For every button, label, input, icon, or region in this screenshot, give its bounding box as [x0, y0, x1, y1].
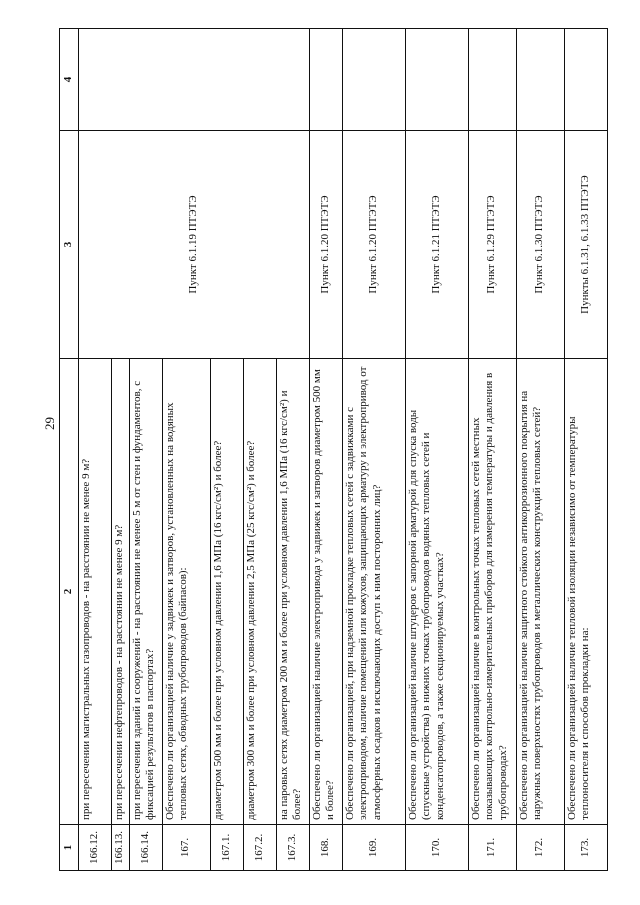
column-header: 4 [60, 29, 79, 131]
column-header: 2 [60, 359, 79, 825]
row-notes [564, 29, 607, 131]
checklist-table [59, 28, 608, 871]
row-notes [516, 29, 564, 131]
row-reference: Пункты 6.1.31, 6.1.33 ПТЭТЭ [564, 131, 607, 359]
row-question: Обеспечено ли организацией наличие штуцеров с запорной арматурой для спуска воды (спускные устройства) в нижних точках трубопроводов водяных тепловых сетей и конденсатопроводов, а также секционируемых участках? [405, 359, 468, 825]
row-number: 166.14. [129, 825, 162, 871]
row-number: 170. [405, 825, 468, 871]
row-question: при пересечении нефтепроводов - на расстоянии не менее 9 м? [111, 359, 129, 825]
row-reference: Пункт 6.1.30 ПТЭТЭ [516, 131, 564, 359]
row-question: диаметром 500 мм и более при условном давлении 1,6 МПа (16 кгс/см²) и более? [210, 359, 243, 825]
row-question: при пересечении зданий и сооружений - на расстоянии не менее 5 м от стен и фундаментов, с фиксацией результатов в паспортах? [129, 359, 162, 825]
table-row [78, 29, 111, 871]
table-row [516, 29, 564, 871]
row-number: 166.13. [111, 825, 129, 871]
row-number: 169. [342, 825, 405, 871]
row-question: при пересечении магистральных газопроводов - на расстоянии не менее 9 м? [78, 359, 111, 825]
row-question: Обеспечено ли организацией наличие в контрольных точках тепловых сетей местных показывающих контрольно-измерительных приборов для измерения температуры и давления в трубопроводах? [468, 359, 516, 825]
column-header: 1 [60, 825, 79, 871]
row-number: 173. [564, 825, 607, 871]
row-notes [405, 29, 468, 131]
row-notes [468, 29, 516, 131]
row-reference: Пункт 6.1.29 ПТЭТЭ [468, 131, 516, 359]
table-row [468, 29, 516, 871]
table-row [342, 29, 405, 871]
row-reference: Пункт 6.1.21 ПТЭТЭ [405, 131, 468, 359]
row-notes [309, 29, 342, 131]
row-notes [78, 29, 309, 131]
row-reference: Пункт 6.1.20 ПТЭТЭ [309, 131, 342, 359]
table-row [564, 29, 607, 871]
row-question: Обеспечено ли организацией наличие тепловой изоляции независимо от температуры теплоносителя и способов прокладки на: [564, 359, 607, 825]
row-question: Обеспечено ли организацией наличие электропривода у задвижек и затворов диаметром 500 мм и более? [309, 359, 342, 825]
row-question: на паровых сетях диаметром 200 мм и более при условном давлении 1,6 МПа (16 кгс/см²) и более? [276, 359, 309, 825]
row-notes [342, 29, 405, 131]
row-number: 167. [162, 825, 210, 871]
row-reference: Пункт 6.1.20 ПТЭТЭ [342, 131, 405, 359]
row-number: 172. [516, 825, 564, 871]
page-number: 29 [42, 417, 57, 430]
row-number: 167.3. [276, 825, 309, 871]
table-header-row [60, 29, 79, 871]
row-question: диаметром 300 мм и более при условном давлении 2,5 МПа (25 кгс/см²) и более? [243, 359, 276, 825]
row-question: Обеспечено ли организацией, при надземной прокладке тепловых сетей с задвижками с электроприводом, наличие помещений или кожухов, защищающих арматуру и электропривод от атмосферных осадков и исключающих доступ к ним посторонних лиц? [342, 359, 405, 825]
rotated-table-container [59, 29, 592, 871]
row-number: 167.1. [210, 825, 243, 871]
row-question: Обеспечено ли организацией наличие защитного стойкого антикоррозионного покрытия на наружных поверхностях трубопроводов и металлических конструкций тепловых сетей? [516, 359, 564, 825]
table-row [405, 29, 468, 871]
column-header: 3 [60, 131, 79, 359]
row-number: 171. [468, 825, 516, 871]
row-number: 167.2. [243, 825, 276, 871]
row-number: 166.12. [78, 825, 111, 871]
row-number: 168. [309, 825, 342, 871]
table-row [309, 29, 342, 871]
row-question: Обеспечено ли организацией наличие у задвижек и затворов, установленных на водяных тепловых сетях, обводных трубопроводов (байпасов): [162, 359, 210, 825]
row-reference: Пункт 6.1.19 ПТЭТЭ [78, 131, 309, 359]
